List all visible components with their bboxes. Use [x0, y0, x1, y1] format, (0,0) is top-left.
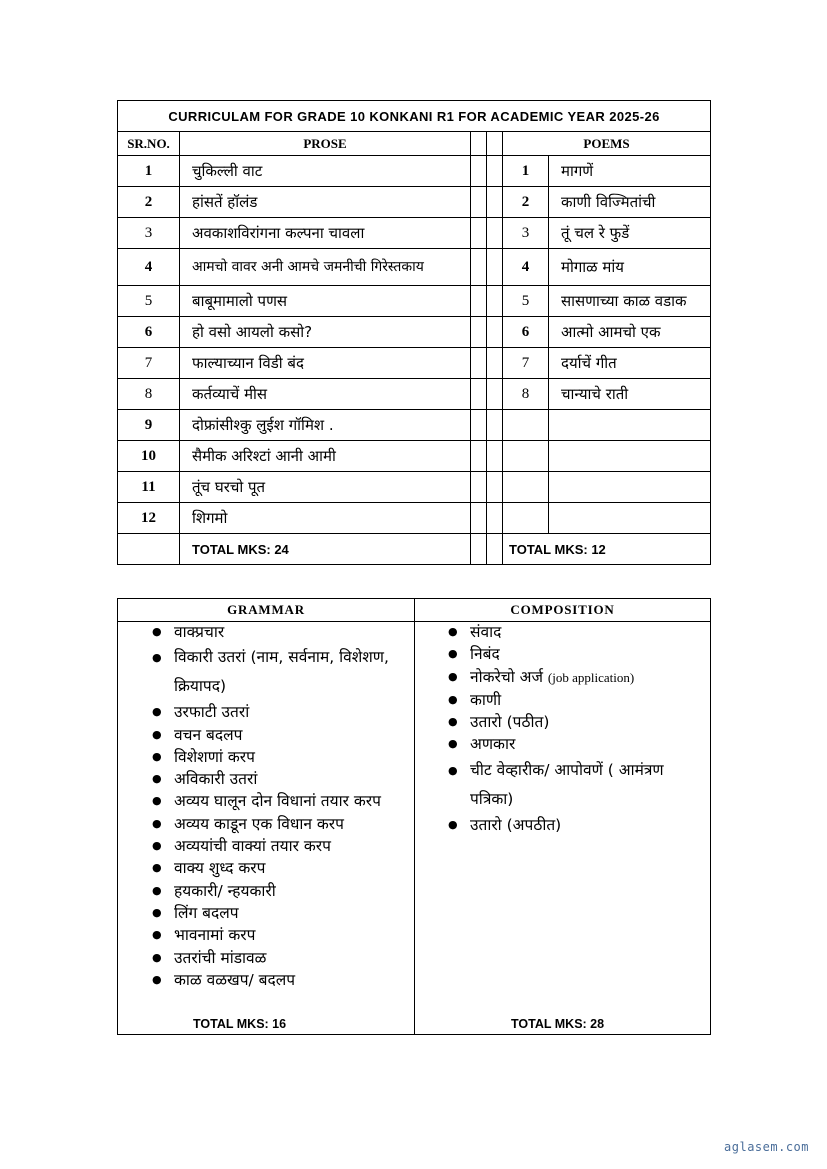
poem-number: 7 [503, 348, 549, 379]
spacer-cell [471, 441, 487, 472]
table-row [118, 472, 711, 503]
grammar-item-text: काळ वळखप/ बदलप [174, 970, 296, 989]
prose-title: अवकाशविरांगना कल्पना चावला [180, 218, 471, 249]
prose-title: आमचो वावर अनी आमचे जमनीची गिरेस्तकाय [180, 249, 471, 286]
poem-title: मोगाळ मांय [549, 249, 711, 286]
spacer-cell [471, 286, 487, 317]
prose-title: हो वसो आयलो कसो? [180, 317, 471, 348]
spacer-cell [471, 410, 487, 441]
curriculum-rows [118, 156, 711, 534]
bullet-icon: ● [152, 727, 162, 741]
list-item [152, 746, 414, 768]
spacer-cell [471, 472, 487, 503]
bullet-icon: ● [448, 625, 458, 638]
grammar-composition-table [117, 598, 711, 1035]
grammar-item-text: लिंग बदलप [174, 903, 239, 922]
bullet-icon: ● [448, 647, 458, 661]
sr-number: 2 [118, 187, 180, 218]
sr-number: 11 [118, 472, 180, 503]
list-item [448, 621, 710, 643]
spacer-cell [487, 132, 503, 156]
table-row [118, 441, 711, 472]
prose-title: तूंच घरचो पूत [180, 472, 471, 503]
poem-number: 4 [503, 249, 549, 286]
poem-title [549, 472, 711, 503]
composition-list [448, 621, 710, 836]
poem-number [503, 503, 549, 534]
bullet-icon: ● [448, 817, 458, 831]
list-item [448, 756, 710, 814]
sr-number: 4 [118, 249, 180, 286]
curriculum-title: CURRICULAM FOR GRADE 10 KONKANI R1 FOR ACADEMIC YEAR 2025-26 [118, 101, 711, 132]
spacer-cell [471, 132, 487, 156]
list-item [448, 711, 710, 733]
bullet-icon: ● [152, 950, 162, 964]
grammar-list [152, 621, 414, 991]
grammar-item-text: उरफाटी उतरां [174, 703, 250, 722]
sr-number: 1 [118, 156, 180, 187]
prose-title: दोफ्रांसीश्कु लुईश गॉमिश . [180, 410, 471, 441]
spacer-cell [487, 218, 503, 249]
bullet-icon: ● [152, 705, 162, 719]
grammar-item-text: अव्यय काडून एक विधान करप [174, 814, 344, 833]
spacer-cell [487, 410, 503, 441]
poem-title [549, 503, 711, 534]
list-item [152, 835, 414, 857]
list-item [152, 621, 414, 643]
poem-number: 8 [503, 379, 549, 410]
spacer-cell [487, 472, 503, 503]
list-item [448, 666, 710, 689]
list-item [152, 880, 414, 902]
table-row [118, 348, 711, 379]
bullet-icon: ● [152, 861, 162, 875]
spacer-cell [471, 348, 487, 379]
poem-number: 1 [503, 156, 549, 187]
prose-title: सैमीक अरिश्टां आनी आमी [180, 441, 471, 472]
grammar-item-text: अव्यय घालून दोन विधानां तयार करप [174, 792, 381, 811]
poem-title: काणी विज्मितांची [549, 187, 711, 218]
empty-cell [118, 534, 180, 565]
spacer-cell [487, 317, 503, 348]
prose-title: फाल्याच्यान विडी बंद [180, 348, 471, 379]
sr-number: 8 [118, 379, 180, 410]
poem-title [549, 410, 711, 441]
list-item [152, 813, 414, 835]
poem-title: मागणें [549, 156, 711, 187]
composition-header: COMPOSITION [415, 599, 711, 622]
poem-number: 6 [503, 317, 549, 348]
poem-number [503, 472, 549, 503]
bullet-icon: ● [152, 651, 162, 665]
list-item [152, 857, 414, 879]
list-item [152, 924, 414, 946]
spacer-cell [487, 534, 503, 565]
list-item [448, 643, 710, 665]
watermark: aglasem.com [724, 1140, 809, 1154]
bullet-icon: ● [152, 625, 162, 638]
spacer-cell [487, 187, 503, 218]
spacer-cell [471, 187, 487, 218]
bullet-icon: ● [152, 772, 162, 786]
bullet-icon: ● [448, 737, 458, 751]
list-item [152, 902, 414, 924]
sr-number: 12 [118, 503, 180, 534]
list-item [152, 701, 414, 723]
list-item [152, 969, 414, 991]
poem-title [549, 441, 711, 472]
table-row [118, 410, 711, 441]
grammar-item-text: अविकारी उतरां [174, 770, 258, 789]
composition-item-text: निबंद [470, 645, 500, 664]
sr-no-header: SR.NO. [118, 132, 180, 156]
poem-number: 3 [503, 218, 549, 249]
grammar-item-text: हयकारी/ न्हयकारी [174, 881, 276, 900]
poem-title: सासणाच्या काळ वडाक [549, 286, 711, 317]
spacer-cell [487, 503, 503, 534]
list-item [448, 689, 710, 711]
bullet-icon: ● [152, 749, 162, 763]
poem-number [503, 441, 549, 472]
prose-title: बाबूमामालो पणस [180, 286, 471, 317]
prose-total: TOTAL MKS: 24 [180, 534, 471, 565]
list-item [448, 814, 710, 836]
poems-header: POEMS [503, 132, 711, 156]
spacer-cell [487, 441, 503, 472]
grammar-item-text: उतरांची मांडावळ [174, 948, 267, 967]
sr-number: 6 [118, 317, 180, 348]
bullet-icon: ● [152, 839, 162, 853]
grammar-item-text: विकारी उतरां (नाम, सर्वनाम, विशेशण, क्रियापद) [174, 648, 389, 696]
composition-cell [415, 622, 711, 1035]
poem-title: चान्याचे राती [549, 379, 711, 410]
poem-number: 5 [503, 286, 549, 317]
spacer-cell [471, 317, 487, 348]
composition-item-text: चीट वेव्हारीक/ आपोवणें ( आमंत्रण पत्रिका) [470, 760, 664, 808]
spacer-cell [471, 249, 487, 286]
sr-number: 10 [118, 441, 180, 472]
composition-item-text: अणकार [470, 735, 516, 754]
grammar-header: GRAMMAR [118, 599, 415, 622]
prose-title: शिगमो [180, 503, 471, 534]
poem-number: 2 [503, 187, 549, 218]
spacer-cell [471, 156, 487, 187]
spacer-cell [471, 218, 487, 249]
grammar-item-text: वाक्प्रचार [174, 623, 225, 641]
list-item [152, 643, 414, 701]
spacer-cell [471, 503, 487, 534]
prose-title: कर्तव्याचें मीस [180, 379, 471, 410]
prose-title: चुकिल्ली वाट [180, 156, 471, 187]
table-row [118, 218, 711, 249]
spacer-cell [471, 534, 487, 565]
spacer-cell [471, 379, 487, 410]
composition-item-note: (job application) [547, 669, 635, 685]
composition-item-text: उतारो (पठीत) [470, 713, 550, 732]
table-row [118, 286, 711, 317]
prose-header: PROSE [180, 132, 471, 156]
poem-title: आत्मो आमचो एक [549, 317, 711, 348]
grammar-item-text: विशेशणां करप [174, 747, 255, 766]
poem-number [503, 410, 549, 441]
bullet-icon: ● [152, 794, 162, 808]
bullet-icon: ● [152, 816, 162, 830]
spacer-cell [487, 156, 503, 187]
table-row [118, 187, 711, 218]
grammar-item-text: अव्ययांची वाक्यां तयार करप [174, 837, 331, 856]
spacer-cell [487, 286, 503, 317]
grammar-cell [118, 622, 415, 1035]
list-item [152, 724, 414, 746]
list-item [152, 768, 414, 790]
bullet-icon: ● [152, 972, 162, 986]
table-row [118, 503, 711, 534]
grammar-item-text: वचन बदलप [174, 725, 243, 744]
prose-title: हांसतें हॉलंड [180, 187, 471, 218]
grammar-item-text: भावनामां करप [174, 926, 256, 945]
bullet-icon: ● [448, 763, 458, 777]
spacer-cell [487, 249, 503, 286]
sr-number: 7 [118, 348, 180, 379]
composition-item-text: संवाद [470, 623, 502, 641]
bullet-icon: ● [152, 928, 162, 942]
table-row [118, 156, 711, 187]
composition-total: TOTAL MKS: 28 [511, 1017, 605, 1031]
poem-title: दर्याचें गीत [549, 348, 711, 379]
spacer-cell [487, 348, 503, 379]
list-item [152, 947, 414, 969]
bullet-icon: ● [448, 715, 458, 729]
sr-number: 9 [118, 410, 180, 441]
composition-item-text: उतारो (अपठीत) [470, 815, 562, 834]
spacer-cell [487, 379, 503, 410]
grammar-item-text: वाक्य शुध्द करप [174, 859, 266, 878]
composition-item-text: काणी [470, 690, 502, 709]
table-row [118, 379, 711, 410]
bullet-icon: ● [448, 669, 458, 683]
list-item [448, 733, 710, 755]
grammar-total: TOTAL MKS: 16 [193, 1017, 287, 1031]
bullet-icon: ● [152, 905, 162, 919]
bullet-icon: ● [448, 692, 458, 706]
curriculum-table [117, 100, 711, 565]
sr-number: 5 [118, 286, 180, 317]
poems-total: TOTAL MKS: 12 [503, 534, 711, 565]
table-row [118, 317, 711, 348]
list-item [152, 790, 414, 812]
composition-item-text: नोकरेचो अर्ज [470, 667, 548, 686]
table-row [118, 249, 711, 286]
poem-title: तूं चल रे फुडें [549, 218, 711, 249]
bullet-icon: ● [152, 883, 162, 897]
sr-number: 3 [118, 218, 180, 249]
